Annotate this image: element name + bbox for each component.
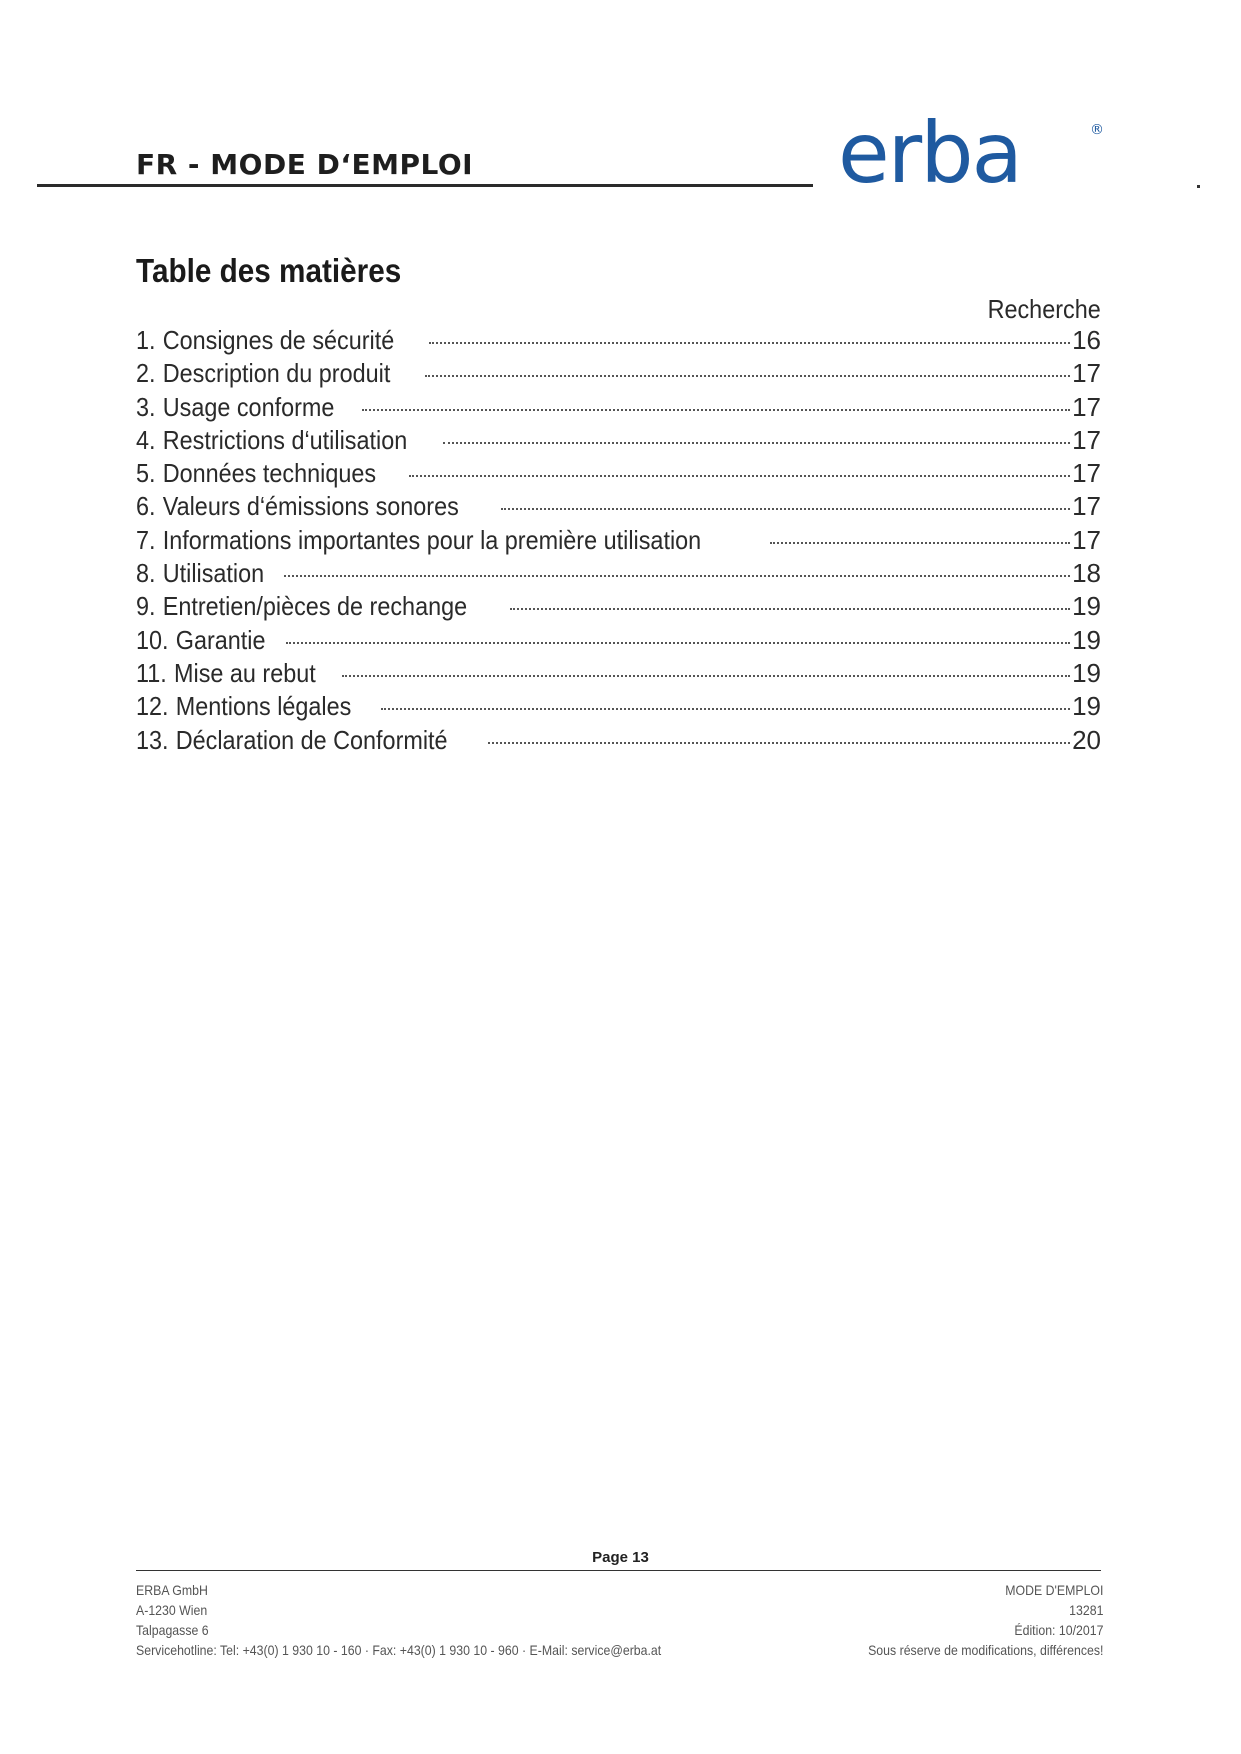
footer-street: Talpagasse 6 xyxy=(136,1622,209,1638)
toc-dot-leader xyxy=(501,508,1070,510)
header-divider xyxy=(37,184,813,187)
toc-entry[interactable] xyxy=(136,591,1101,624)
footer-article-number: 13281 xyxy=(1068,1602,1103,1618)
toc-entry-number: 3. xyxy=(136,391,156,422)
toc-entry-title xyxy=(136,625,266,656)
toc-entry-title xyxy=(136,458,376,489)
toc-entry-number: 5. xyxy=(136,458,156,489)
erba-logo xyxy=(838,118,1108,196)
toc-entry[interactable] xyxy=(136,658,1101,691)
toc-entry[interactable] xyxy=(136,525,1101,558)
footer-edition: Édition: 10/2017 xyxy=(1013,1622,1103,1638)
toc-entry-number: 13. xyxy=(136,724,169,755)
page-header-title: FR - MODE D‘EMPLOI xyxy=(136,148,474,181)
toc-entry-label: Usage conforme xyxy=(162,391,335,422)
toc-dot-leader xyxy=(488,742,1070,744)
footer-disclaimer: Sous réserve de modifications, différences! xyxy=(867,1642,1103,1658)
toc-entry-label: Consignes de sécurité xyxy=(162,325,395,355)
toc-entry-page: 18 xyxy=(1072,558,1101,589)
page-mark xyxy=(1197,185,1200,188)
toc-entry[interactable] xyxy=(136,458,1101,491)
toc-entry[interactable] xyxy=(136,625,1101,658)
toc-entry-title xyxy=(136,558,264,589)
toc-entry[interactable] xyxy=(136,691,1101,724)
page-number: Page 13 xyxy=(592,1549,649,1566)
toc-entry-number: 10. xyxy=(136,624,169,655)
toc-entry-label: Description du produit xyxy=(162,358,391,389)
toc-entry[interactable] xyxy=(136,558,1101,591)
footer-document-info xyxy=(868,1580,1103,1660)
toc-entry-number: 2. xyxy=(136,358,156,389)
toc-entry-page: 17 xyxy=(1072,391,1101,422)
toc-entry-title xyxy=(136,392,334,423)
toc-column-label: Recherche xyxy=(987,294,1101,324)
toc-entry-label: Données techniques xyxy=(162,458,377,489)
toc-entry[interactable] xyxy=(136,392,1101,425)
footer-doc-type: MODE D'EMPLOI xyxy=(1004,1582,1103,1598)
toc-entry-number: 9. xyxy=(136,591,156,622)
toc-dot-leader xyxy=(510,608,1070,610)
toc-entry-page: 17 xyxy=(1072,358,1101,389)
toc-dot-leader xyxy=(286,642,1070,644)
toc-entry-page: 17 xyxy=(1072,458,1101,489)
toc-entry-title xyxy=(136,358,390,389)
toc-dot-leader xyxy=(342,675,1070,677)
toc-entry[interactable] xyxy=(136,491,1101,524)
toc-entry-number: 6. xyxy=(136,491,156,522)
toc-entry-page: 20 xyxy=(1072,724,1101,755)
toc-entry-number: 7. xyxy=(136,524,156,555)
footer-city: A-1230 Wien xyxy=(136,1602,208,1618)
toc-entry-label: Restrictions d‘utilisation xyxy=(162,424,408,455)
toc-entry-page: 17 xyxy=(1072,524,1101,555)
toc-entry-title xyxy=(136,525,701,556)
toc-entry-label: Informations importantes pour la première utilisation xyxy=(162,524,702,555)
toc-entry-number: 11. xyxy=(136,657,167,688)
toc-entry[interactable] xyxy=(136,725,1101,758)
toc-entry-number: 12. xyxy=(136,691,169,722)
toc-entry-label: Déclaration de Conformité xyxy=(175,724,448,755)
toc-entry-label: Mentions légales xyxy=(175,691,352,722)
toc-heading: Table des matières xyxy=(136,252,402,289)
toc-entry-number: 4. xyxy=(136,424,156,455)
table-of-contents xyxy=(136,325,1101,758)
toc-dot-leader xyxy=(770,542,1070,544)
toc-entry-title xyxy=(136,591,467,622)
toc-entry-page: 19 xyxy=(1072,624,1101,655)
toc-entry-page: 19 xyxy=(1072,591,1101,622)
toc-entry-title xyxy=(136,658,316,689)
toc-entry-page: 19 xyxy=(1072,657,1101,688)
toc-dot-leader xyxy=(381,708,1070,710)
toc-entry-title xyxy=(136,325,394,356)
registered-mark: ® xyxy=(1090,122,1104,138)
footer-company: ERBA GmbH xyxy=(136,1582,208,1598)
toc-entry-page: 17 xyxy=(1072,424,1101,455)
toc-dot-leader xyxy=(429,342,1070,344)
toc-entry-label: Valeurs d‘émissions sonores xyxy=(162,491,459,522)
toc-entry[interactable] xyxy=(136,325,1101,358)
logo-wordmark: erba xyxy=(838,118,1022,196)
toc-entry-label: Mise au rebut xyxy=(173,657,316,688)
toc-entry[interactable] xyxy=(136,358,1101,391)
toc-dot-leader xyxy=(425,375,1070,377)
footer-hotline: Servicehotline: Tel: +43(0) 1 930 10 - 160 · Fax: +43(0) 1 930 10 - 960 · E-Mail: service@erba.at xyxy=(136,1642,662,1658)
footer-divider xyxy=(136,1570,1101,1571)
toc-entry-number: 8. xyxy=(136,558,156,589)
toc-dot-leader xyxy=(284,575,1070,577)
toc-entry-label: Utilisation xyxy=(162,558,265,589)
toc-entry-title xyxy=(136,425,407,456)
toc-entry-label: Entretien/pièces de rechange xyxy=(162,591,468,622)
toc-entry-page: 17 xyxy=(1072,491,1101,522)
toc-entry[interactable] xyxy=(136,425,1101,458)
toc-entry-number: 1. xyxy=(136,325,156,355)
toc-entry-page: 16 xyxy=(1072,325,1101,355)
footer-address xyxy=(136,1580,661,1660)
toc-entry-page: 19 xyxy=(1072,691,1101,722)
toc-entry-title xyxy=(136,725,448,756)
toc-dot-leader xyxy=(443,442,1070,444)
toc-dot-leader xyxy=(362,409,1070,411)
toc-dot-leader xyxy=(409,475,1070,477)
toc-entry-label: Garantie xyxy=(175,624,266,655)
toc-entry-title xyxy=(136,491,459,522)
toc-entry-title xyxy=(136,691,351,722)
